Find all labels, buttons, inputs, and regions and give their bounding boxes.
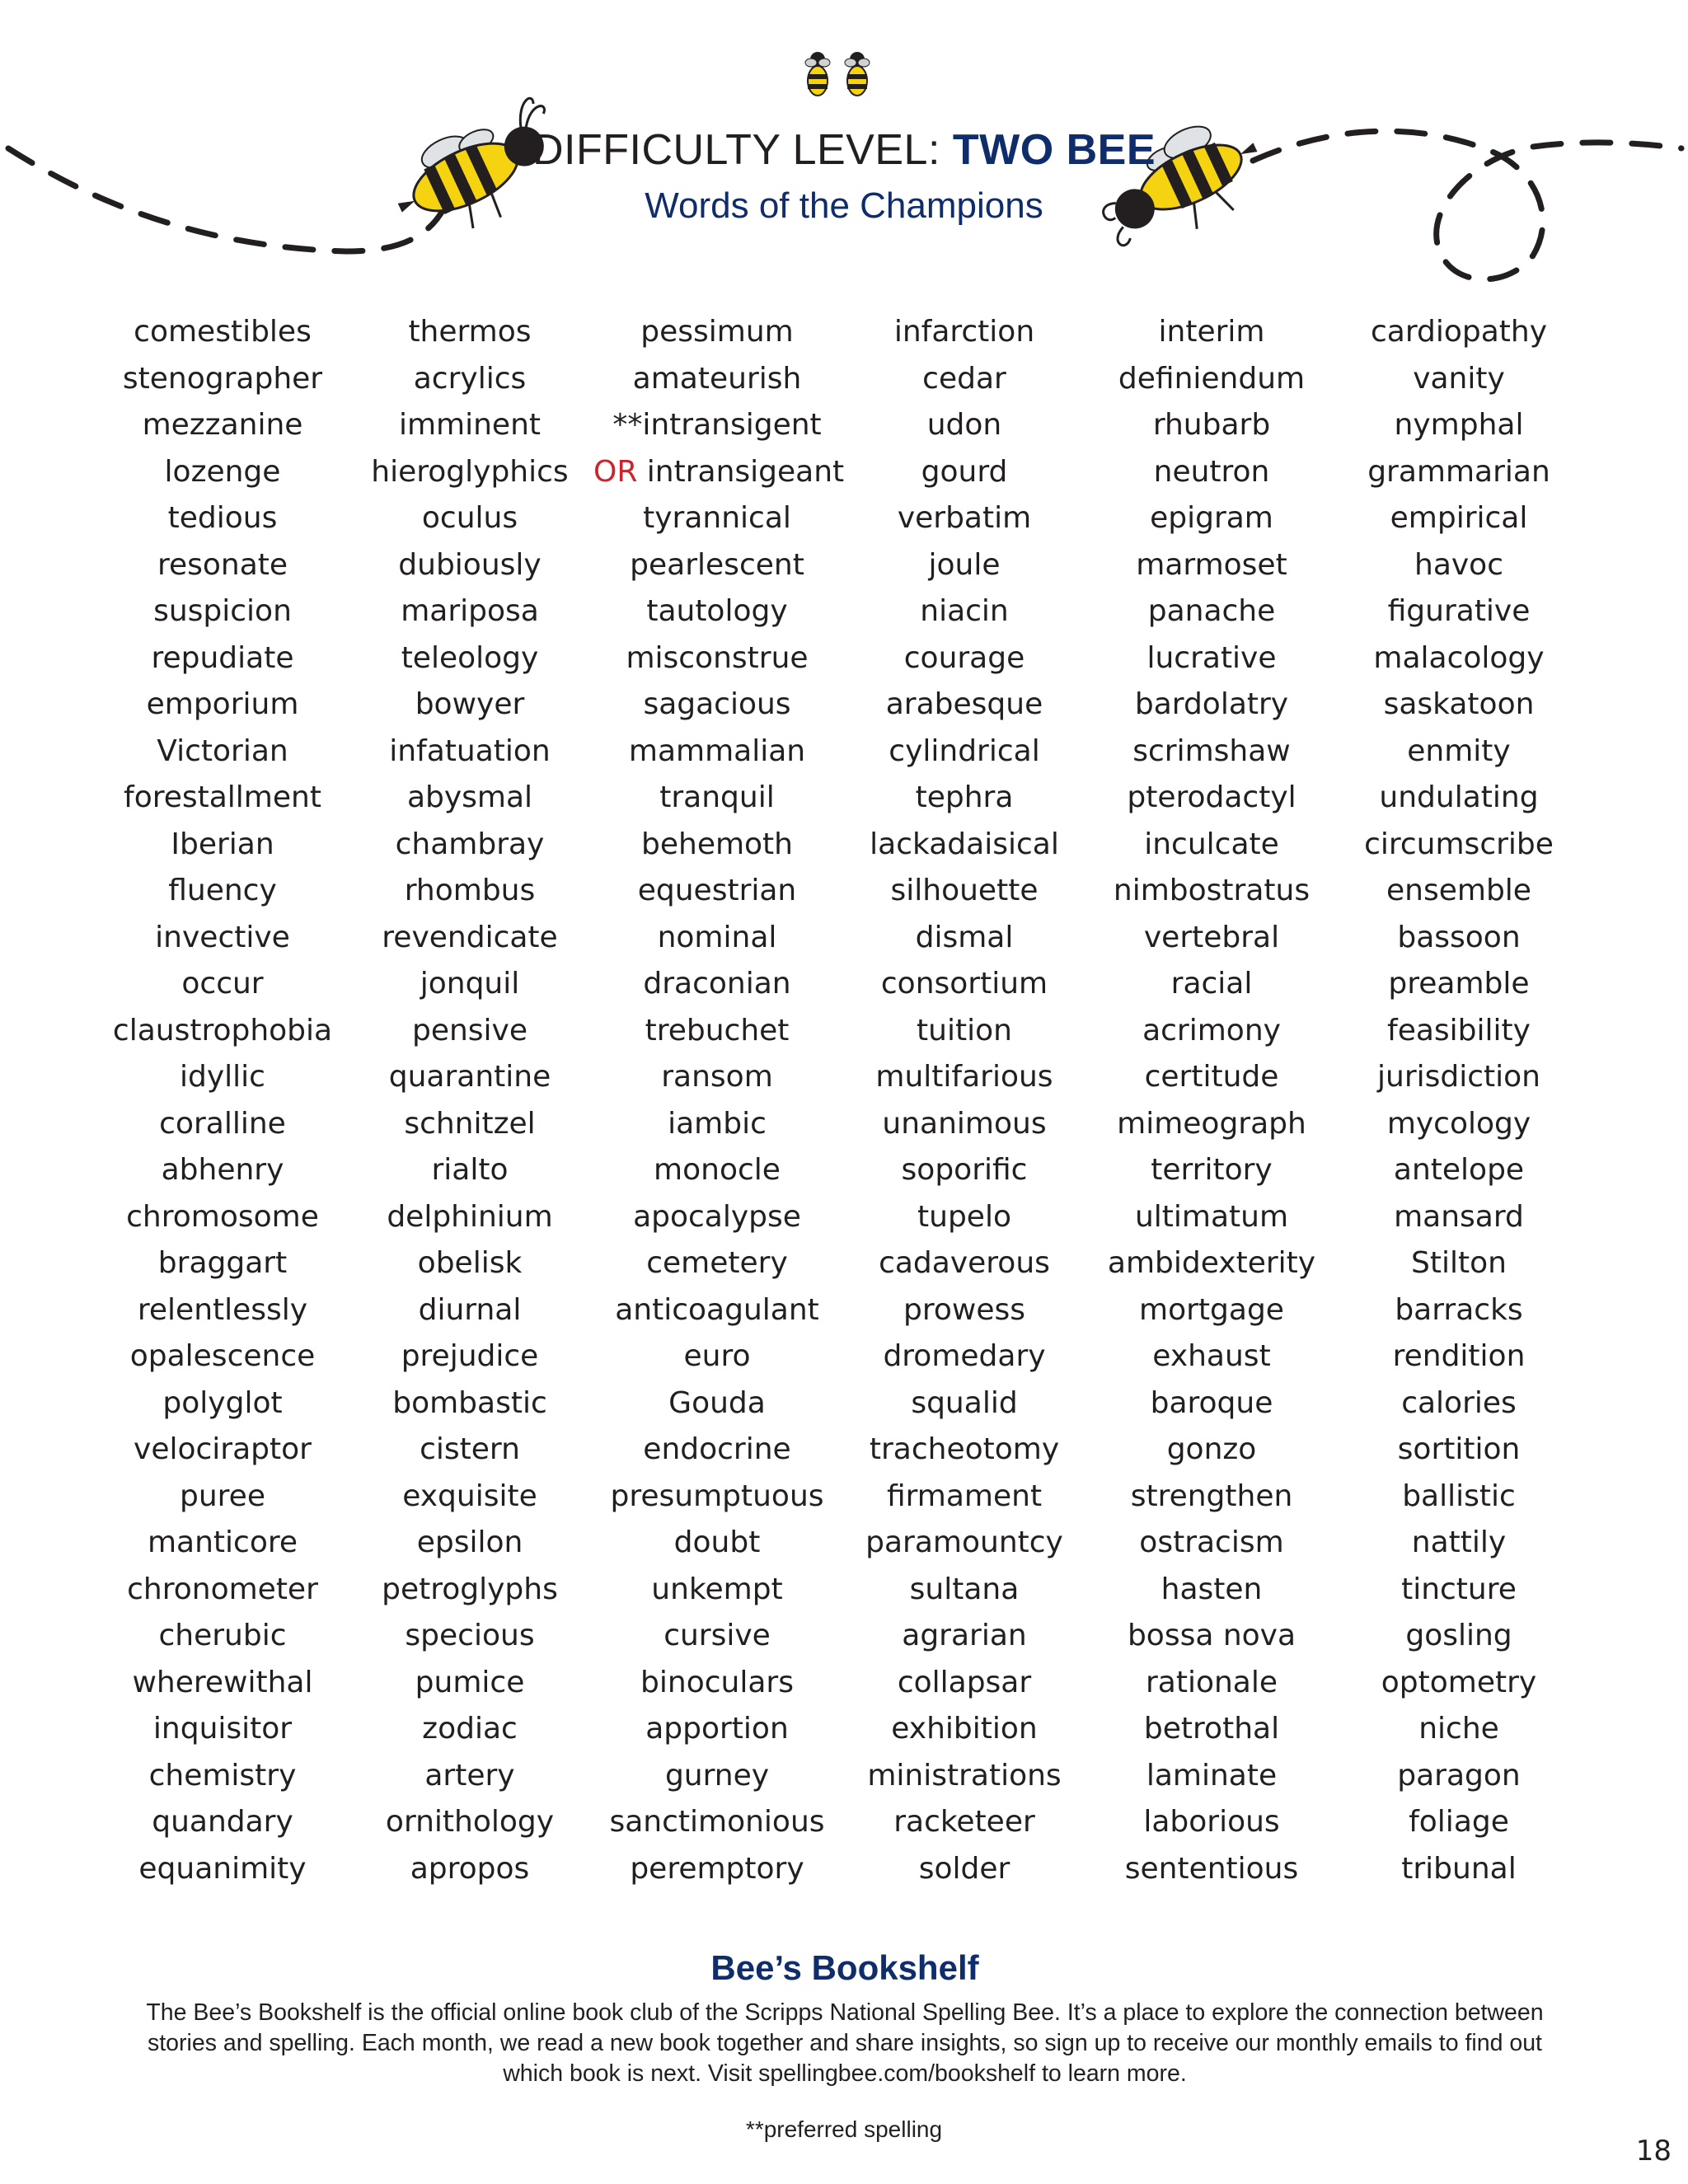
word-item: cylindrical bbox=[889, 733, 1040, 768]
word-item: dromedary bbox=[883, 1339, 1046, 1373]
word-item: joule bbox=[928, 547, 1001, 582]
word-item: nattily bbox=[1411, 1526, 1507, 1559]
word-item: ballistic bbox=[1402, 1479, 1516, 1513]
word-item: consortium bbox=[880, 967, 1048, 1001]
word-item: acrylics bbox=[413, 361, 527, 396]
word-item: relentlessly bbox=[137, 1292, 308, 1327]
word-item: inculcate bbox=[1144, 827, 1279, 861]
word-item: inquisitor bbox=[152, 1712, 293, 1746]
word-item: zodiac bbox=[422, 1712, 518, 1746]
word-item: rendition bbox=[1392, 1339, 1526, 1373]
word-item: tedious bbox=[167, 501, 278, 535]
word-item: figurative bbox=[1387, 594, 1531, 628]
word-item: apropos bbox=[410, 1851, 530, 1886]
word-item: vertebral bbox=[1143, 920, 1280, 954]
word-item: tuition bbox=[917, 1013, 1012, 1047]
word-item: antelope bbox=[1393, 1153, 1525, 1187]
word-item: bossa nova bbox=[1127, 1619, 1296, 1652]
word-item: infatuation bbox=[389, 733, 551, 768]
word-item: squalid bbox=[911, 1385, 1018, 1420]
word-item: sultana bbox=[909, 1572, 1020, 1606]
word-item: specious bbox=[405, 1619, 535, 1652]
word-item: endocrine bbox=[643, 1432, 791, 1466]
word-item: tyrannical bbox=[643, 501, 791, 535]
word-item: opalescence bbox=[129, 1339, 316, 1373]
word-item: Gouda bbox=[668, 1385, 766, 1420]
word-item: collapsar bbox=[897, 1665, 1032, 1699]
page-subtitle: Words of the Champions bbox=[645, 185, 1043, 226]
word-item: rationale bbox=[1145, 1665, 1278, 1699]
word-item: emporium bbox=[146, 687, 299, 721]
word-item: jurisdiction bbox=[1377, 1060, 1540, 1094]
word-item: coralline bbox=[159, 1106, 286, 1141]
word-item: silhouette bbox=[890, 874, 1039, 907]
word-item: monocle bbox=[654, 1153, 781, 1187]
word-item: ornithology bbox=[385, 1805, 555, 1839]
word-item: cedar bbox=[922, 361, 1006, 396]
word-column bbox=[1335, 309, 1582, 1892]
word-item: doubt bbox=[673, 1526, 761, 1559]
word-item: jonquil bbox=[420, 967, 520, 1001]
word-item: dismal bbox=[915, 920, 1014, 954]
word-item: artery bbox=[424, 1758, 515, 1793]
word-item: definiendum bbox=[1118, 361, 1306, 396]
word-item: exhaust bbox=[1152, 1339, 1271, 1373]
word-item: strengthen bbox=[1130, 1479, 1293, 1513]
word-item: circumscribe bbox=[1364, 827, 1554, 861]
word-item: mariposa bbox=[401, 594, 539, 628]
word-item: tincture bbox=[1401, 1572, 1517, 1606]
word-item: acrimony bbox=[1142, 1013, 1281, 1047]
word-item: manticore bbox=[147, 1526, 298, 1559]
word-item: calories bbox=[1401, 1385, 1517, 1420]
page-header bbox=[0, 124, 1688, 229]
word-item: tranquil bbox=[659, 780, 775, 814]
title-level: TWO BEE bbox=[952, 126, 1156, 174]
word-item: pensive bbox=[411, 1013, 528, 1047]
word-item: imminent bbox=[398, 408, 542, 442]
bookshelf-title: Bee’s Bookshelf bbox=[710, 1948, 979, 1987]
word-item: unanimous bbox=[882, 1106, 1047, 1141]
word-item: epigram bbox=[1150, 501, 1273, 535]
word-item: scrimshaw bbox=[1132, 733, 1291, 768]
word-item: gourd bbox=[921, 454, 1008, 489]
word-item: solder bbox=[918, 1851, 1010, 1886]
word-item: obelisk bbox=[417, 1246, 523, 1280]
word-item: repudiate bbox=[151, 640, 294, 675]
word-item: panache bbox=[1147, 594, 1276, 628]
word-item: Stilton bbox=[1411, 1246, 1507, 1280]
word-item: bowyer bbox=[415, 687, 525, 721]
word-item: suspicion bbox=[153, 594, 292, 628]
word-item: Victorian bbox=[157, 733, 288, 768]
word-item: chromosome bbox=[126, 1199, 319, 1234]
word-item: ministrations bbox=[867, 1758, 1062, 1793]
word-column bbox=[593, 309, 845, 1892]
word-item: sortition bbox=[1397, 1432, 1521, 1466]
two-bee-icon bbox=[805, 52, 870, 96]
word-item: wherewithal bbox=[132, 1665, 313, 1699]
word-item: diurnal bbox=[418, 1292, 522, 1327]
word-item: comestibles bbox=[134, 315, 312, 349]
footnote: **preferred spelling bbox=[745, 2116, 943, 2142]
word-item: barracks bbox=[1395, 1292, 1523, 1327]
word-item: exquisite bbox=[402, 1479, 537, 1513]
bookshelf-line: stories and spelling. Each month, we read a new book together and share insights, so sign up to receive our monthly emails to find out bbox=[148, 2030, 1542, 2056]
word-item: hieroglyphics bbox=[371, 454, 569, 489]
word-item: presumptuous bbox=[610, 1479, 824, 1513]
word-item: draconian bbox=[643, 967, 791, 1001]
word-item: anticoagulant bbox=[615, 1292, 819, 1327]
word-item: saskatoon bbox=[1383, 687, 1535, 721]
word-item: revendicate bbox=[382, 920, 558, 954]
word-item: preamble bbox=[1388, 967, 1530, 1001]
word-item: prowess bbox=[903, 1292, 1025, 1327]
word-item: nymphal bbox=[1394, 408, 1524, 442]
word-item bbox=[593, 449, 845, 496]
word-item: interim bbox=[1158, 315, 1265, 349]
word-item: pterodactyl bbox=[1127, 780, 1296, 814]
word-item: tautology bbox=[646, 594, 788, 628]
word-item: undulating bbox=[1379, 780, 1539, 814]
title-prefix: DIFFICULTY LEVEL: bbox=[532, 126, 953, 174]
word-item: hasten bbox=[1160, 1572, 1263, 1606]
word-item: polyglot bbox=[162, 1385, 283, 1420]
word-item: unkempt bbox=[651, 1572, 783, 1606]
page-number: 18 bbox=[1635, 2135, 1672, 2168]
word-item: grammarian bbox=[1367, 454, 1550, 489]
word-item: racketeer bbox=[893, 1805, 1035, 1839]
word-item: trebuchet bbox=[645, 1013, 790, 1047]
word-item: verbatim bbox=[897, 501, 1032, 535]
or-label: OR bbox=[593, 454, 638, 489]
bookshelf-section bbox=[99, 1945, 1591, 2089]
word-item: ambidexterity bbox=[1107, 1246, 1316, 1280]
word-item: rialto bbox=[431, 1153, 509, 1187]
word-item: paragon bbox=[1397, 1758, 1521, 1793]
word-item: pearlescent bbox=[630, 547, 804, 582]
word-item: rhubarb bbox=[1152, 408, 1271, 442]
word-item: rhombus bbox=[404, 874, 536, 907]
word-item: gurney bbox=[664, 1758, 770, 1793]
word-item: resonate bbox=[157, 547, 288, 582]
word-text: intransigeant bbox=[637, 454, 845, 489]
word-item: multifarious bbox=[875, 1060, 1053, 1094]
word-item: gonzo bbox=[1166, 1432, 1257, 1466]
word-item: pumice bbox=[415, 1665, 525, 1699]
word-item: lackadaisical bbox=[870, 827, 1059, 861]
word-item: paramountcy bbox=[865, 1526, 1063, 1559]
word-item: mycology bbox=[1386, 1106, 1531, 1141]
word-item: mammalian bbox=[628, 733, 806, 768]
word-item: marmoset bbox=[1136, 547, 1287, 582]
word-item: epsilon bbox=[416, 1526, 523, 1559]
word-item: Iberian bbox=[171, 827, 274, 861]
word-item: quandary bbox=[152, 1805, 293, 1839]
word-item: amateurish bbox=[632, 361, 802, 396]
word-item: laborious bbox=[1143, 1805, 1280, 1839]
word-item: foliage bbox=[1409, 1805, 1509, 1839]
word-item: peremptory bbox=[630, 1851, 804, 1886]
word-item: cadaverous bbox=[879, 1246, 1050, 1280]
word-item: behemoth bbox=[641, 827, 793, 861]
page-title bbox=[0, 124, 1688, 176]
word-item: dubiously bbox=[398, 547, 542, 582]
word-list-grid bbox=[99, 309, 1582, 1892]
word-item: delphinium bbox=[387, 1199, 553, 1234]
word-item: cherubic bbox=[158, 1619, 287, 1652]
word-item: petroglyphs bbox=[382, 1572, 558, 1606]
word-item: chambray bbox=[395, 827, 545, 861]
word-item: cistern bbox=[420, 1432, 520, 1466]
word-item: idyllic bbox=[180, 1060, 265, 1094]
word-item: baroque bbox=[1150, 1385, 1273, 1420]
word-item: prejudice bbox=[401, 1339, 539, 1373]
word-item: quarantine bbox=[388, 1060, 551, 1094]
word-item: feasibility bbox=[1387, 1013, 1531, 1047]
word-item: mimeograph bbox=[1117, 1106, 1306, 1141]
word-item: stenographer bbox=[122, 361, 323, 396]
word-item: equanimity bbox=[138, 1851, 307, 1886]
word-item: mezzanine bbox=[142, 408, 303, 442]
word-item: iambic bbox=[668, 1106, 767, 1141]
word-item: niacin bbox=[920, 594, 1009, 628]
bookshelf-line: which book is next. Visit spellingbee.com/bookshelf to learn more. bbox=[503, 2060, 1187, 2087]
word-item: malacology bbox=[1373, 640, 1545, 675]
word-item: ostracism bbox=[1139, 1526, 1284, 1559]
word-item: niche bbox=[1418, 1712, 1499, 1746]
word-item: abysmal bbox=[406, 780, 533, 814]
word-item: udon bbox=[926, 408, 1002, 442]
word-item: laminate bbox=[1146, 1758, 1278, 1793]
word-item: tracheotomy bbox=[869, 1432, 1060, 1466]
word-item: **intransigent bbox=[612, 408, 822, 442]
word-column bbox=[1088, 309, 1335, 1892]
word-item: schnitzel bbox=[404, 1106, 536, 1141]
word-item: apportion bbox=[645, 1712, 789, 1746]
word-item: teleology bbox=[401, 640, 539, 675]
word-item: braggart bbox=[157, 1246, 288, 1280]
word-item: nominal bbox=[657, 920, 777, 954]
word-item: havoc bbox=[1414, 547, 1503, 582]
word-item: courage bbox=[903, 640, 1025, 675]
word-item: enmity bbox=[1407, 733, 1511, 768]
word-item: invective bbox=[155, 920, 290, 954]
word-item: puree bbox=[180, 1479, 265, 1513]
word-item: forestallment bbox=[124, 780, 321, 814]
word-item: lucrative bbox=[1146, 640, 1277, 675]
word-item: bardolatry bbox=[1134, 687, 1289, 721]
word-item: chronometer bbox=[127, 1572, 318, 1606]
word-item: infarction bbox=[893, 315, 1035, 349]
bookshelf-line: The Bee’s Bookshelf is the official online book club of the Scripps National Spelling Bee. It’s a place to explore the connection between bbox=[146, 1999, 1544, 2026]
word-item: bassoon bbox=[1397, 920, 1521, 954]
word-item: ransom bbox=[661, 1060, 773, 1094]
word-item: nimbostratus bbox=[1113, 874, 1311, 907]
word-item: pessimum bbox=[640, 315, 794, 349]
word-item: claustrophobia bbox=[112, 1013, 333, 1047]
word-item: apocalypse bbox=[633, 1199, 801, 1234]
word-item: betrothal bbox=[1143, 1712, 1280, 1746]
word-item: tephra bbox=[915, 780, 1014, 814]
word-item: tribunal bbox=[1401, 1851, 1517, 1886]
word-item: ensemble bbox=[1386, 874, 1531, 907]
word-item: oculus bbox=[421, 501, 518, 535]
word-item: binoculars bbox=[640, 1665, 794, 1699]
word-item: sagacious bbox=[643, 687, 791, 721]
word-item: occur bbox=[181, 967, 264, 1001]
word-item: certitude bbox=[1144, 1060, 1279, 1094]
word-column bbox=[841, 309, 1088, 1892]
word-item: gosling bbox=[1405, 1619, 1512, 1652]
word-item: territory bbox=[1151, 1153, 1273, 1187]
word-item: fluency bbox=[168, 874, 277, 907]
word-item: soporific bbox=[901, 1153, 1028, 1187]
word-item: chemistry bbox=[148, 1758, 297, 1793]
word-item: neutron bbox=[1153, 454, 1270, 489]
word-column bbox=[99, 309, 346, 1892]
word-item: lozenge bbox=[164, 454, 281, 489]
word-item: euro bbox=[683, 1339, 751, 1373]
word-item: misconstrue bbox=[626, 640, 809, 675]
word-item: cursive bbox=[663, 1619, 771, 1652]
word-item: tupelo bbox=[917, 1199, 1011, 1234]
word-item: agrarian bbox=[902, 1619, 1027, 1652]
word-item: cardiopathy bbox=[1370, 315, 1548, 349]
word-item: abhenry bbox=[161, 1153, 284, 1187]
word-item: cemetery bbox=[646, 1246, 788, 1280]
word-item: sanctimonious bbox=[609, 1805, 825, 1839]
word-item: velociraptor bbox=[134, 1432, 312, 1466]
word-item: bombastic bbox=[392, 1385, 547, 1420]
word-item: mortgage bbox=[1139, 1292, 1284, 1327]
word-item: equestrian bbox=[637, 874, 797, 907]
word-item: exhibition bbox=[891, 1712, 1038, 1746]
word-item: arabesque bbox=[885, 687, 1043, 721]
word-item: mansard bbox=[1394, 1199, 1524, 1234]
word-item: racial bbox=[1170, 967, 1253, 1001]
word-item: empirical bbox=[1390, 501, 1528, 535]
word-item: optometry bbox=[1381, 1665, 1537, 1699]
word-item: sententious bbox=[1124, 1851, 1299, 1886]
word-item: firmament bbox=[886, 1479, 1043, 1513]
word-item: thermos bbox=[408, 315, 532, 349]
word-item: ultimatum bbox=[1134, 1199, 1289, 1234]
word-item: vanity bbox=[1413, 361, 1505, 396]
word-column bbox=[346, 309, 593, 1892]
